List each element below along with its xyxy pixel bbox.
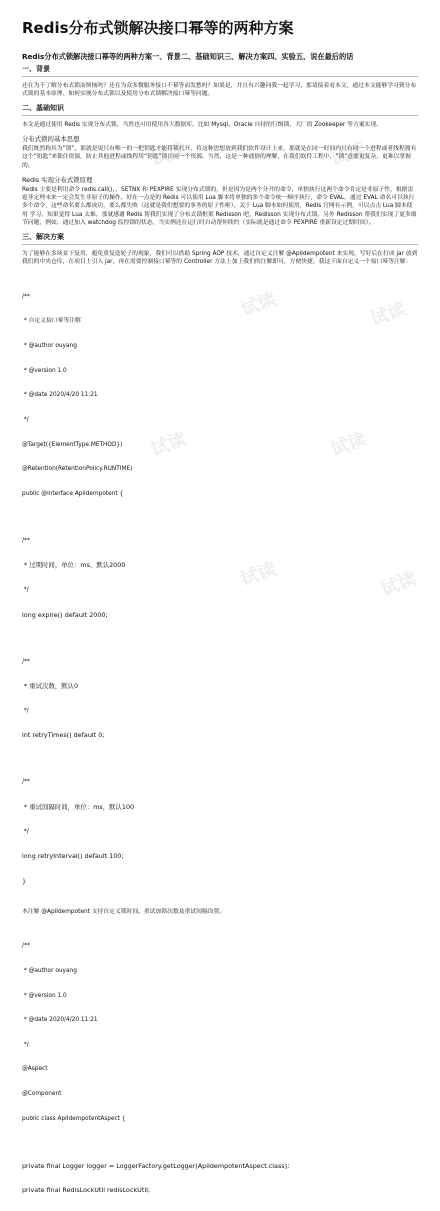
paragraph: 还在为不了解分布式锁而烦恼吗？还在为众多微服务接口不幂等而发愁吗？如果是，并且有兴趣同我一起学习，那请接着看本文，通过本文能够学习到分布式锁的基本原理、如何实现分布式锁以及使用分布式锁解决接口幂等问题。	[22, 83, 417, 98]
divider	[22, 76, 418, 77]
code-line: */	[22, 828, 29, 835]
code-line: * 重试次数，默认0	[22, 682, 79, 691]
code-line: */	[22, 707, 29, 714]
paragraph: 本注解 @ApiIdempotent 支持自定义锁时间、重试加锁次数及重试间隔设置。	[22, 908, 226, 915]
code-line: * @author ouyang	[22, 343, 77, 350]
code-line: */	[22, 586, 29, 593]
code-line: /**	[22, 779, 30, 786]
code-line: /**	[22, 293, 30, 300]
code-line: * @date 2020/4/20 11:21	[22, 392, 98, 399]
code-line: private final Logger logger = LoggerFactory.getLogger(ApiIdempotentAspect.class);	[22, 1161, 290, 1170]
code-line: /**	[22, 537, 30, 544]
code-line: private final RedisLockUtil redisLockUtil;	[22, 1186, 151, 1195]
code-line: * @version 1.0	[22, 992, 67, 999]
table-of-contents: Redis分布式锁解决接口幂等的两种方案一、背景二、基础知识三、解决方案四、实验五、说在最后的话	[22, 52, 354, 61]
code-line: * 自定义接口幂等注解	[22, 318, 81, 325]
code-line: * @date 2020/4/20 11:21	[22, 1017, 98, 1024]
code-line: public class ApiIdempotentAspect {	[22, 1115, 126, 1122]
code-line: */	[22, 416, 29, 423]
code-block-aspect	[22, 926, 418, 1139]
watermark-text: 试读	[328, 428, 370, 461]
paragraph: 本文是通过使用 Redis 实现分布式锁，当然也可用使用各大数据库，比如 Mysql、Oracle 自持的行级锁、大厂的 Zookeeper 等方案实现。	[22, 121, 382, 128]
paragraph: Redis 主要是利用命令 redis.call()，、SETNX 和 PEXPIRE 实现分布式锁的，但是因为是两个分开的命令，单独执行这两个命令肯定是非原子性，根据雷霆菲定理未来一定会发生非原子的操作。好在一点是的 Redis 可以使用 Lua 脚本将单独的多个命令统一顺序执行，命令 EVAL，通过 EVAL 命名可以执行多个命令，这些命名要么都成功，要么都失败（这就是我们想要的事务的原子性啦）。关于 Lua 脚本如何使用，Redis 官网有示例，可以点击 Lua 脚本使用 学习。知果觉得 Lua 太难，那就感谢 Redis 帮我们实现了分布式锁框架 Redisson 吧，Redisson 实现分布式锁。另外 Redisson 帮我们实现了更多细节问题，例如，通过加入 watchdog 监控锁的状态，当实例还在运行时自动帮你续约（实际就是通过命令 PEXPIRE 重新设定过期时间）。	[22, 186, 417, 227]
subheading-basic-idea: 分布式锁的基本思想	[22, 135, 80, 144]
code-block-retry-times	[22, 641, 418, 756]
watermark-text: 试读	[238, 288, 280, 321]
divider	[22, 244, 418, 245]
section-heading-background: 一、背景	[22, 65, 50, 73]
code-line: */	[22, 1041, 29, 1048]
code-line: /**	[22, 658, 30, 665]
watermark-text: 试读	[328, 138, 370, 171]
section-heading-solution: 三、解决方案	[22, 232, 64, 241]
watermark-text: 试读	[378, 568, 420, 601]
code-line: @Target({ElementType.METHOD})	[22, 441, 123, 448]
paragraph: 为了能够在多场景下复用，避免重复造轮子的现象，我们可以借助 Spring AOP 技术，通过自定义注解 @ApiIdempotent 来实现，写好后在打成 jar 放到我们的中央仓库，在项目上引入 jar，再在需要控制接口幂等的 Controller 方法上加上我们的注解即可，方便快捷。我这下面自定义一个接口幂等注解：	[22, 250, 418, 266]
code-block-annotation	[22, 276, 418, 514]
code-line: long expire() default 2000;	[22, 610, 108, 619]
page-title: Redis分布式锁解决接口幂等的两种方案	[22, 19, 294, 37]
watermark-text: 试读	[368, 298, 410, 331]
code-line: * 重试间隔时间，单位：ms，默认100	[22, 803, 135, 812]
code-line: * @author ouyang	[22, 967, 77, 974]
code-line: public @interface ApiIdempotent {	[22, 490, 124, 497]
code-line: /**	[22, 943, 30, 950]
subheading-redis-principle: Redis 实现分布式锁原理	[22, 176, 93, 185]
code-line: * @version 1.0	[22, 367, 67, 374]
code-block-fields	[22, 1145, 418, 1211]
code-block-retry-interval	[22, 762, 418, 901]
code-line: @Retention(RetentionPolicy.RUNTIME)	[22, 466, 133, 473]
code-line: }	[22, 876, 27, 885]
code-line: long retryInterval() default 100;	[22, 852, 124, 861]
paragraph: 我们既然称其为“锁”，那就是说只有唯一的一把钥匙才能将锁打开，将这种思想放到我们软件设计上来，那就是在同一时间内只有同一个进程或者线程拥有这个“钥匙”来锁住资源，防止其他进程或线程用“钥匙”锁住同一个资源。当然，这是一种通俗的理解，在我们软件工程中，“锁”意要更复杂，更难以掌握的。	[22, 145, 417, 169]
code-line: int retryTimes() default 0;	[22, 731, 105, 740]
watermark-text: 试读	[148, 138, 190, 171]
section-heading-basics: 二、基础知识	[22, 103, 64, 112]
code-line: @Component	[22, 1090, 62, 1097]
code-line: @Aspect	[22, 1066, 48, 1073]
code-line: * 过期时间，单位：ms，默认2000	[22, 561, 126, 570]
divider	[22, 115, 418, 116]
watermark-text: 试读	[238, 558, 280, 591]
watermark-text: 试读	[148, 428, 190, 461]
code-block-expire	[22, 520, 418, 635]
